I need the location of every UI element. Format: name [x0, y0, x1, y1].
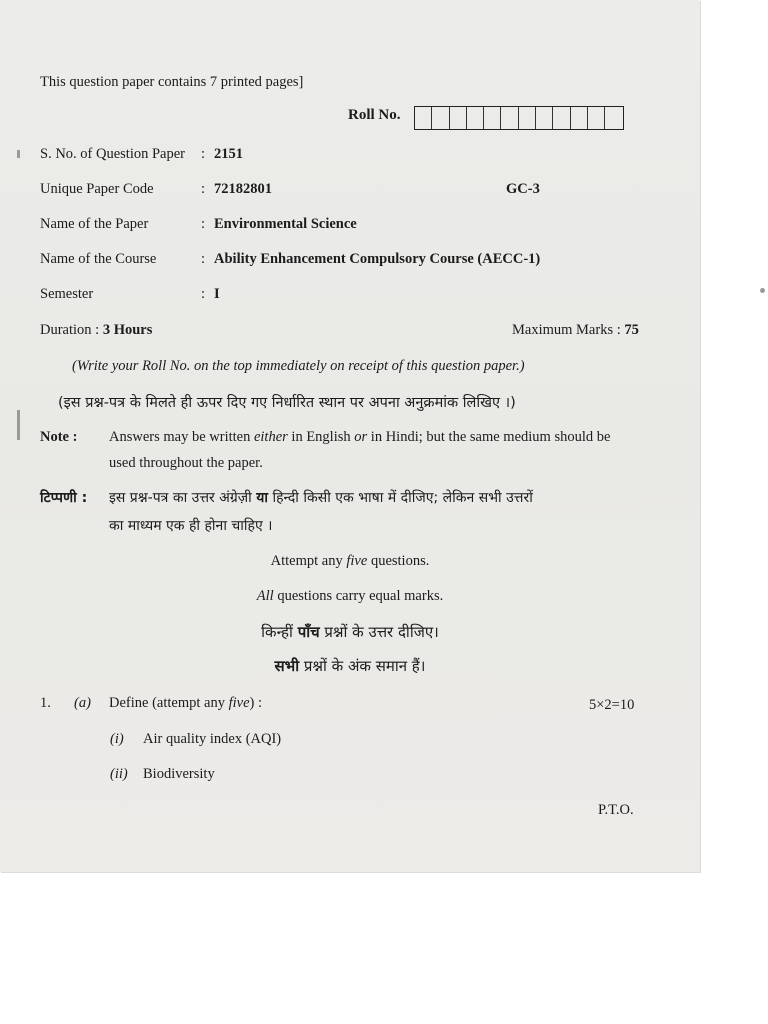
paper-code-colon: : — [201, 181, 206, 197]
equal-marks-instruction-hindi — [0, 656, 700, 676]
hindi-paanch: पाँच — [297, 623, 320, 641]
paper-name-colon: : — [201, 216, 206, 232]
hindi-text: प्रश्नों के अंक समान हैं। — [299, 657, 426, 675]
printed-pages-note: This question paper contains 7 printed pages] — [40, 74, 304, 90]
max-marks — [512, 322, 639, 339]
note-text: Answers may be written — [109, 429, 254, 445]
group-code: GC-3 — [506, 181, 540, 197]
equal-marks-instruction — [0, 588, 700, 605]
prompt-text: ) : — [249, 695, 262, 711]
semester-label: Semester — [40, 286, 94, 302]
paper-code-value: 72182801 — [214, 181, 272, 197]
note-label: Note : — [40, 429, 78, 445]
question-prompt — [109, 695, 262, 712]
question-number: 1. — [40, 695, 51, 711]
max-marks-label: Maximum Marks : — [512, 322, 625, 338]
paper-code-label: Unique Paper Code — [40, 181, 154, 197]
all-word: All — [256, 588, 274, 604]
duration — [40, 322, 152, 339]
roll-number-boxes[interactable] — [414, 106, 624, 130]
roll-cell[interactable] — [605, 107, 622, 129]
hindi-text: किन्हीं — [261, 623, 298, 641]
duration-label: Duration : — [40, 322, 103, 338]
item-text: Biodiversity — [143, 766, 215, 782]
attempt-text: questions. — [367, 553, 430, 569]
scan-mark — [17, 150, 20, 158]
course-name-value: Ability Enhancement Compulsory Course (AECC-1) — [214, 251, 541, 267]
semester-colon: : — [201, 286, 206, 302]
sno-label: S. No. of Question Paper — [40, 146, 185, 162]
roll-instruction-hindi: (इस प्रश्न-पत्र के मिलते ही ऊपर दिए गए निर्धारित स्थान पर अपना अनुक्रमांक लिखिए ।) — [58, 395, 516, 411]
attempt-text: Attempt any — [270, 553, 347, 569]
paper-name-value: Environmental Science — [214, 216, 357, 232]
tippani-ya: या — [256, 490, 268, 506]
sno-colon: : — [201, 146, 206, 162]
hindi-text: प्रश्नों के उत्तर दीजिए। — [319, 623, 439, 641]
duration-value: 3 Hours — [102, 322, 153, 338]
scan-mark — [17, 410, 20, 440]
roll-instruction-english: (Write your Roll No. on the top immediately on receipt of this question paper.) — [72, 358, 525, 374]
item-number: (ii) — [110, 766, 128, 782]
course-name-colon: : — [201, 251, 206, 267]
hindi-sabhi: सभी — [274, 657, 300, 675]
paper-name-label: Name of the Paper — [40, 216, 149, 232]
tippani-label: टिप्पणी : — [40, 490, 88, 506]
sno-value: 2151 — [214, 146, 243, 162]
roll-cell[interactable] — [484, 107, 501, 129]
prompt-text: Define (attempt any — [109, 695, 229, 711]
prompt-five: five — [228, 695, 250, 711]
note-either: either — [253, 429, 288, 445]
note-line-2: used throughout the paper. — [109, 455, 263, 471]
roll-cell[interactable] — [467, 107, 484, 129]
tippani-line-1 — [109, 488, 533, 507]
note-text: in English — [287, 429, 355, 445]
roll-cell[interactable] — [450, 107, 467, 129]
attempt-instruction — [0, 553, 700, 570]
tippani-line-2: का माध्यम एक ही होना चाहिए । — [109, 518, 273, 534]
roll-cell[interactable] — [519, 107, 536, 129]
roll-number-label: Roll No. — [348, 107, 401, 123]
tippani-text: हिन्दी किसी एक भाषा में दीजिए; लेकिन सभी उत्तरों — [268, 490, 533, 506]
equal-marks-text: questions carry equal marks. — [273, 588, 444, 604]
roll-cell[interactable] — [553, 107, 570, 129]
roll-cell[interactable] — [501, 107, 518, 129]
scan-mark — [760, 288, 765, 293]
course-name-label: Name of the Course — [40, 251, 157, 267]
note-or: or — [354, 429, 368, 445]
item-text: Air quality index (AQI) — [143, 731, 282, 747]
tippani-text: इस प्रश्न-पत्र का उत्तर अंग्रेज़ी — [109, 490, 257, 506]
question-part: (a) — [74, 695, 91, 711]
question-marks: 5×2=10 — [589, 697, 635, 713]
attempt-five: five — [346, 553, 368, 569]
roll-cell[interactable] — [432, 107, 449, 129]
note-text: in Hindi; but the same medium should be — [367, 429, 611, 445]
roll-cell[interactable] — [536, 107, 553, 129]
attempt-instruction-hindi — [0, 622, 700, 642]
pto-footer: P.T.O. — [598, 802, 634, 818]
note-line-1 — [109, 429, 610, 446]
roll-cell[interactable] — [588, 107, 605, 129]
roll-cell[interactable] — [415, 107, 432, 129]
roll-cell[interactable] — [571, 107, 588, 129]
semester-value: I — [214, 286, 220, 302]
item-number: (i) — [110, 731, 124, 747]
max-marks-value: 75 — [624, 322, 639, 338]
